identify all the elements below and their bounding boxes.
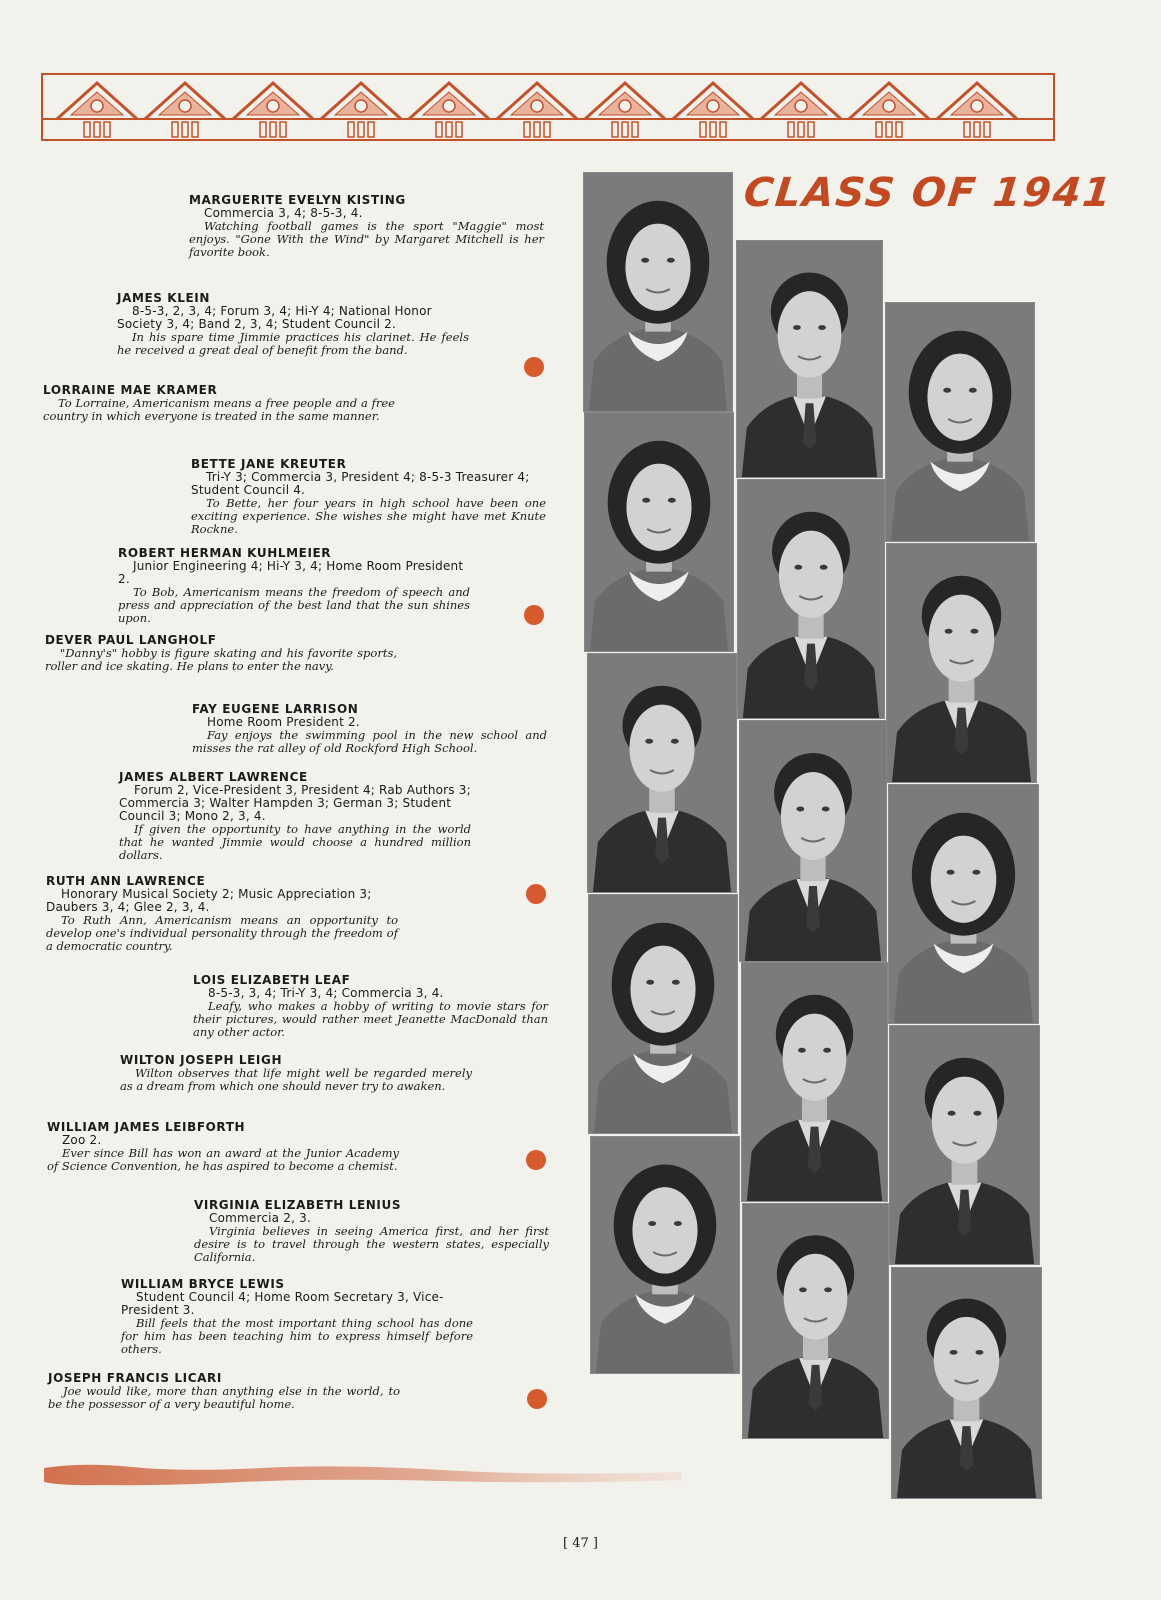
student-activities: Honorary Musical Society 2; Music Appreciation 3; Daubers 3, 4; Glee 2, 3, 4. — [46, 887, 372, 914]
student-name: ROBERT HERMAN KUHLMEIER — [118, 546, 332, 560]
student-name: WILLIAM BRYCE LEWIS — [121, 1277, 285, 1291]
portrait-girl-glasses — [886, 303, 1034, 541]
student-photo — [739, 720, 887, 962]
decorative-footer-band — [42, 1458, 682, 1488]
entry-kuhlmeier — [118, 547, 470, 625]
student-photo — [891, 1267, 1042, 1499]
portrait-girl-hair-bow — [585, 413, 733, 651]
entry-r-lawrence — [46, 875, 398, 953]
student-photo — [741, 962, 888, 1202]
student-name: RUTH ANN LAWRENCE — [46, 874, 206, 888]
gable-pattern — [43, 75, 1053, 139]
entry-licari — [48, 1372, 400, 1411]
student-activities: Forum 2, Vice-President 3, President 4; Rab Authors 3; Commercia 3; Walter Hampden 3; German 3; Student Council 3; Mono 2, 3, 4. — [119, 783, 471, 823]
portrait-boy-jacket-smiling — [890, 1026, 1039, 1264]
entry-langholf — [45, 634, 397, 673]
entry-leaf — [193, 974, 548, 1039]
student-quote: Bill feels that the most important thing school has done for him has been teaching him to express himself before others. — [121, 1316, 473, 1356]
entry-lewis — [121, 1278, 473, 1356]
student-name: JOSEPH FRANCIS LICARI — [48, 1371, 222, 1385]
entry-leigh — [120, 1054, 472, 1093]
student-photo — [885, 302, 1035, 542]
student-quote: In his spare time Jimmie practices his clarinet. He feels he received a great deal of benefit from the band. — [117, 330, 469, 357]
student-activities: Tri-Y 3; Commercia 3, President 4; 8-5-3 Treasurer 4; Student Council 4. — [191, 470, 530, 497]
portrait-girl-curly-hair — [584, 173, 732, 411]
student-quote: Ever since Bill has won an award at the Junior Academy of Science Convention, he has aspired to become a chemist. — [47, 1146, 399, 1173]
student-activities: 8-5-3, 3, 4; Tri-Y 3, 4; Commercia 3, 4. — [208, 986, 444, 1000]
entry-larrison — [192, 703, 547, 755]
portrait-boy-sweater — [743, 1204, 888, 1438]
student-activities: Home Room President 2. — [207, 715, 360, 729]
entry-kreuter — [191, 458, 546, 536]
student-name: LOIS ELIZABETH LEAF — [193, 973, 351, 987]
column-marker-dot — [526, 884, 546, 904]
student-name: FAY EUGENE LARRISON — [192, 702, 359, 716]
student-quote: To Ruth Ann, Americanism means an opportunity to develop one's individual personality through the freedom of a democratic country. — [46, 913, 398, 953]
column-marker-dot — [524, 605, 544, 625]
student-quote: To Bob, Americanism means the freedom of speech and press and appreciation of the best land that the sun shines upon. — [118, 585, 470, 625]
portrait-boy-dark-jacket — [892, 1268, 1041, 1498]
entry-kisting — [189, 194, 544, 259]
student-photo — [742, 1203, 889, 1439]
student-photo — [737, 479, 885, 719]
student-quote: Wilton observes that life might well be regarded merely as a dream from which one should never try to awaken. — [120, 1066, 472, 1093]
entry-klein — [117, 292, 469, 357]
student-name: MARGUERITE EVELYN KISTING — [189, 193, 406, 207]
portrait-boy-open-collar — [742, 963, 887, 1201]
page-number: [ 47 ] — [563, 1536, 598, 1551]
student-activities: Junior Engineering 4; Hi-Y 3, 4; Home Room President 2. — [118, 559, 464, 586]
student-name: VIRGINIA ELIZABETH LENIUS — [194, 1198, 402, 1212]
entry-j-lawrence — [119, 771, 471, 862]
column-marker-dot — [527, 1389, 547, 1409]
student-photo — [736, 240, 883, 478]
student-activities: 8-5-3, 2, 3, 4; Forum 3, 4; Hi-Y 4; National Honor Society 3, 4; Band 2, 3, 4; Student Council 2. — [117, 304, 432, 331]
student-quote: "Danny's" hobby is figure skating and his favorite sports, roller and ice skating. He plans to enter the navy. — [45, 646, 397, 673]
student-photo — [588, 894, 738, 1134]
student-photo — [590, 1136, 740, 1374]
student-name: BETTE JANE KREUTER — [191, 457, 347, 471]
student-name: JAMES KLEIN — [117, 291, 210, 305]
student-name: LORRAINE MAE KRAMER — [43, 383, 218, 397]
student-quote: Leafy, who makes a hobby of writing to movie stars for their pictures, would rather meet Jeanette MacDonald than any other actor. — [193, 999, 548, 1039]
portrait-boy-suit-tie — [738, 480, 884, 718]
student-quote: To Bette, her four years in high school have been one exciting experience. She wishes she might have met Knute Rockne. — [191, 496, 546, 536]
decorative-banner — [41, 73, 1055, 141]
student-name: WILTON JOSEPH LEIGH — [120, 1053, 283, 1067]
page-title: CLASS OF 1941 — [741, 170, 1115, 216]
entry-lenius — [194, 1199, 549, 1264]
student-activities: Commercia 2, 3. — [209, 1211, 311, 1225]
portrait-girl-white-blouse — [591, 1137, 739, 1373]
student-activities: Commercia 3, 4; 8-5-3, 4. — [204, 206, 363, 220]
student-photo — [584, 412, 734, 652]
portrait-boy-broad-smile — [588, 654, 736, 892]
column-marker-dot — [524, 357, 544, 377]
student-quote: Virginia believes in seeing America first, and her first desire is to travel through the western states, especially California. — [194, 1224, 549, 1264]
portrait-girl-cardigan — [589, 895, 737, 1133]
portrait-boy-light-hair — [740, 721, 886, 961]
student-activities: Zoo 2. — [62, 1133, 102, 1147]
student-photo — [583, 172, 733, 412]
portrait-boy-houndstooth-jacket — [737, 241, 882, 477]
student-quote: Fay enjoys the swimming pool in the new school and misses the rat alley of old Rockford High School. — [192, 728, 547, 755]
column-marker-dot — [526, 1150, 546, 1170]
student-quote: Joe would like, more than anything else in the world, to be the possessor of a very beautiful home. — [48, 1384, 400, 1411]
student-photo — [587, 653, 737, 893]
entry-leibforth — [47, 1121, 399, 1173]
student-photo — [888, 784, 1039, 1024]
student-quote: If given the opportunity to have anything in the world that he wanted Jimmie would choose a hundred million dollars. — [119, 822, 471, 862]
student-name: JAMES ALBERT LAWRENCE — [119, 770, 308, 784]
student-quote: Watching football games is the sport "Maggie" most enjoys. "Gone With the Wind" by Margaret Mitchell is her favorite book. — [189, 219, 544, 259]
student-photo — [889, 1025, 1040, 1265]
student-name: WILLIAM JAMES LEIBFORTH — [47, 1120, 246, 1134]
student-quote: To Lorraine, Americanism means a free people and a free country in which everyone is treated in the same manner. — [43, 396, 395, 423]
student-activities: Student Council 4; Home Room Secretary 3, Vice-President 3. — [121, 1290, 444, 1317]
portrait-boy-smiling-suit — [887, 544, 1036, 782]
student-photo — [886, 543, 1037, 783]
student-name: DEVER PAUL LANGHOLF — [45, 633, 217, 647]
entry-kramer — [43, 384, 395, 423]
portrait-girl-blonde-curls — [889, 785, 1038, 1023]
